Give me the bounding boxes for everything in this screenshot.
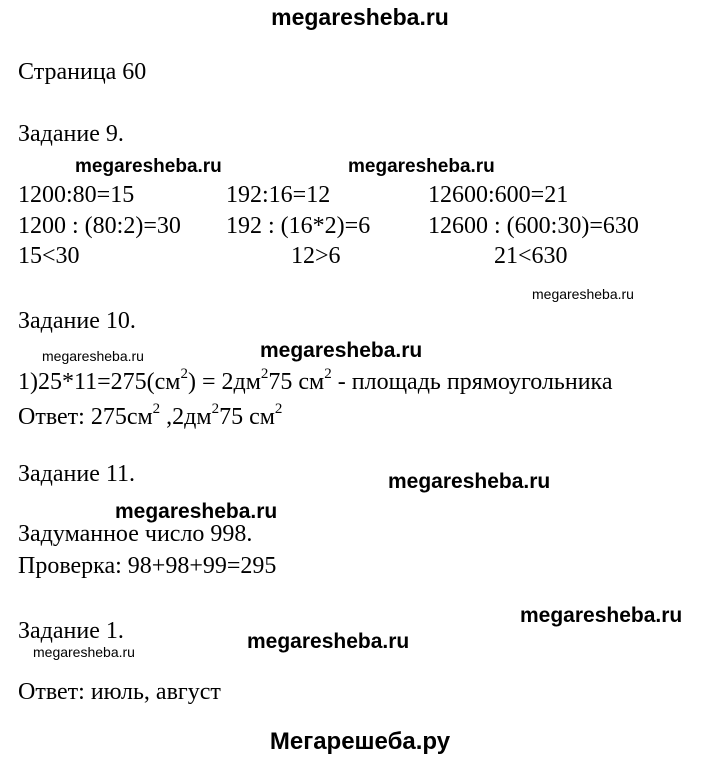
site-footer: Мегарешеба.ру [269,728,451,755]
watermark: megaresheba.ru [260,339,423,362]
watermark: megaresheba.ru [520,604,683,627]
task-10-answer: Ответ: $275см^2$ $,2дм^275$ $см^2$ [18,401,283,430]
task-1-answer: Ответ: июль, август [18,679,221,705]
task-9-compare: 12>6 [291,243,341,269]
site-header: megaresheba.ru [271,4,449,30]
watermark: megaresheba.ru [75,156,222,177]
watermark: megaresheba.ru [115,500,278,523]
task-10-title: Задание 10. [18,308,136,334]
task-9-compare: 15<30 [18,243,80,269]
task-11-title: Задание 11. [18,461,135,487]
watermark: megaresheba.ru [388,470,551,493]
task-9-expr: 12600:600=21 [428,182,569,208]
watermark: megaresheba.ru [33,644,135,660]
watermark: megaresheba.ru [42,348,144,364]
task-1-title: Задание 1. [18,618,124,644]
task-11-number: Задуманное число 998. [18,521,253,547]
watermark: megaresheba.ru [348,156,495,177]
task-9-expr: 1200 : (80:2)=30 [18,213,181,239]
task-9-compare: 21<630 [494,243,568,269]
task-9-expr: 192 : (16*2)=6 [226,213,371,239]
task-9-expr: 1200:80=15 [18,182,135,208]
task-9-expr: 192:16=12 [226,182,331,208]
watermark: megaresheba.ru [247,630,410,653]
task-10-solution: $1)25*11=275(см^2) = 2дм^275$ $см^2$ - площадь прямоугольника [18,366,613,395]
task-9-expr: 12600 : (600:30)=630 [428,213,639,239]
task-11-check: Проверка: 98+98+99=295 [18,553,277,579]
page-label: Страница 60 [18,59,147,85]
task-9-title: Задание 9. [18,121,124,147]
watermark: megaresheba.ru [532,286,634,302]
